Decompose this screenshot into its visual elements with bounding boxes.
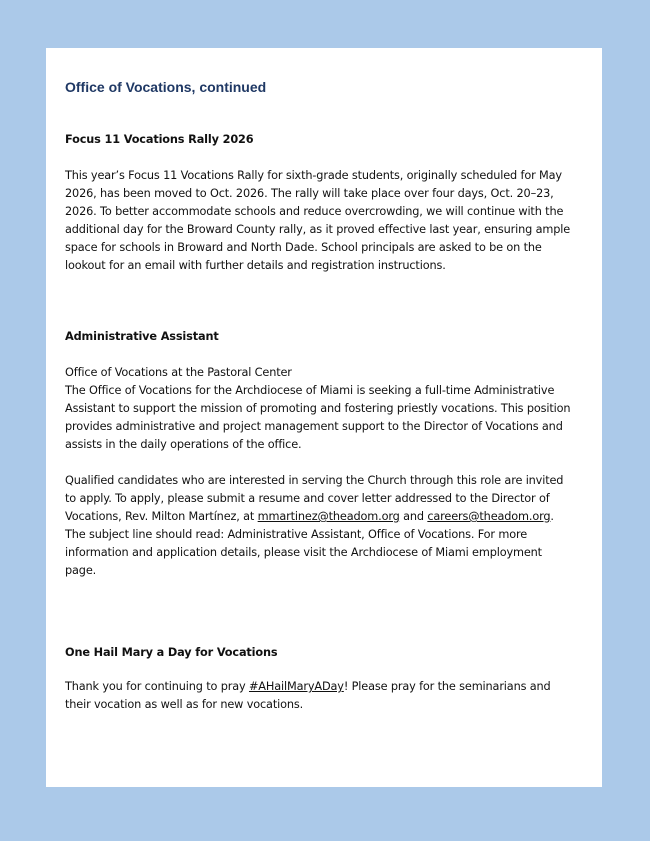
apply-text-before: Qualified candidates who are interested in serving the Church through this role are invited to apply. To apply, please submit a resume and cover letter addressed to the Director of Vocations, Rev. Milton Martínez, at	[65, 474, 564, 523]
page-title: Office of Vocations, continued	[65, 79, 267, 95]
admin-assistant-location: Office of Vocations at the Pastoral Center	[65, 366, 292, 379]
email-link-careers[interactable]: careers@theadom.org	[427, 510, 551, 523]
hail-mary-paragraph	[65, 678, 575, 714]
email-link-mmartinez[interactable]: mmartinez@theadom.org	[257, 510, 400, 523]
hail-mary-text-after: ! Please pray for the seminarians and their vocation as well as for new vocations.	[65, 680, 551, 711]
document-page	[46, 48, 602, 787]
focus-11-paragraph: This year’s Focus 11 Vocations Rally for sixth-grade students, originally scheduled for May 2026, has been moved to Oct. 2026. The rally will take place over four days, Oct. 20–23, 2026. To better accommodate schools and reduce overcrowding, we will continue with the additional day for the Broward County rally, as it proved effective last year, ensuring ample space for schools in Broward and North Dade. School principals are asked to be on the lookout for an email with further details and registration instructions.	[65, 169, 571, 272]
hail-mary-text-before: Thank you for continuing to pray	[65, 680, 249, 693]
admin-assistant-apply	[65, 472, 575, 580]
section-title-hail-mary: One Hail Mary a Day for Vocations	[65, 646, 278, 659]
apply-text-after: . The subject line should read: Administrative Assistant, Office of Vocations. For more information and application details, please visit the Archdiocese of Miami employment page.	[65, 510, 554, 577]
admin-assistant-intro: The Office of Vocations for the Archdiocese of Miami is seeking a full-time Administrative Assistant to support the mission of promoting and fostering priestly vocations. This position provides administrative and project management support to the Director of Vocations and assists in the daily operations of the office.	[65, 384, 571, 451]
section-title-admin-assistant: Administrative Assistant	[65, 330, 219, 343]
hashtag-link[interactable]: #AHailMaryADay	[248, 680, 344, 693]
section-title-focus-11: Focus 11 Vocations Rally 2026	[65, 133, 254, 146]
apply-text-mid: and	[399, 510, 428, 523]
